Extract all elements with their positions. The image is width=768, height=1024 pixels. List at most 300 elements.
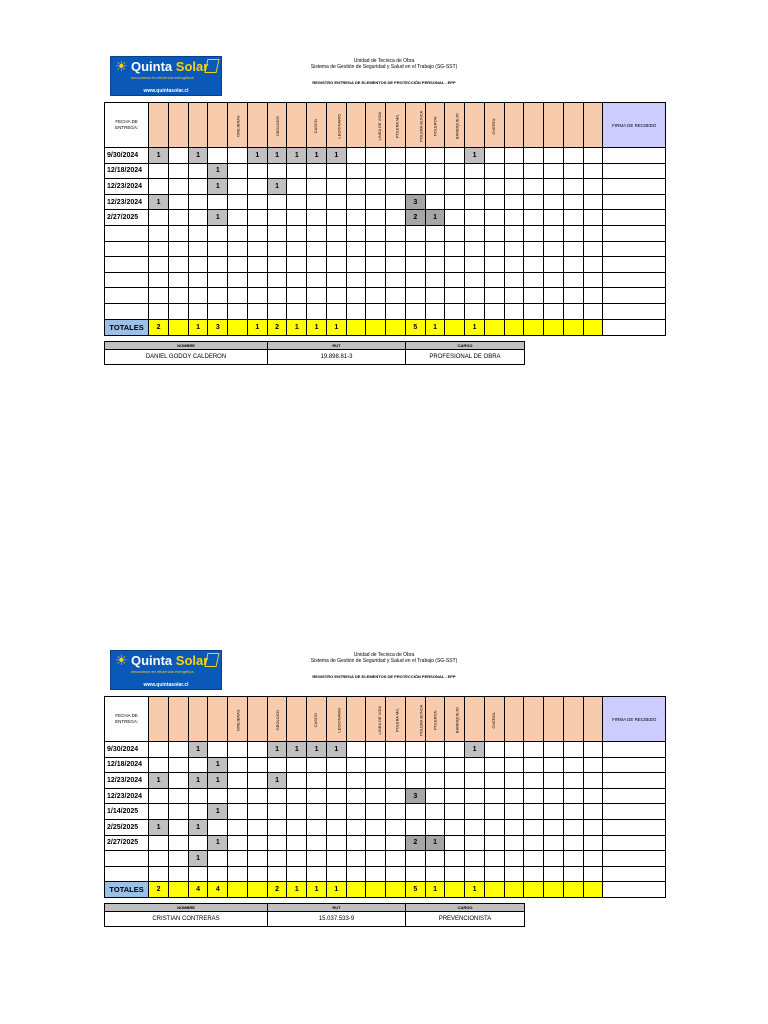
row-date: 12/18/2024 (105, 757, 149, 773)
header-item (267, 697, 287, 742)
row-cell (583, 210, 603, 226)
header-item (326, 697, 346, 742)
row-cell (228, 757, 248, 773)
row-firma (603, 148, 666, 164)
row-cell (366, 194, 386, 210)
logo-url: www.quintasolar.cl (143, 88, 189, 94)
header-item (149, 697, 169, 742)
total-cell (168, 319, 188, 335)
row-cell: 1 (465, 148, 485, 164)
row-cell (366, 257, 386, 273)
header-item (386, 103, 406, 148)
row-cell (228, 241, 248, 257)
row-cell (168, 163, 188, 179)
header-item (425, 103, 445, 148)
row-cell (425, 788, 445, 804)
row-cell (425, 773, 445, 789)
header-item (405, 697, 425, 742)
row-cell (504, 257, 524, 273)
row-cell (149, 241, 169, 257)
row-cell (484, 210, 504, 226)
row-cell: 1 (188, 819, 208, 835)
total-cell (544, 319, 564, 335)
row-cell: 1 (188, 742, 208, 758)
table-row (105, 288, 666, 304)
row-cell (247, 773, 267, 789)
total-cell (544, 882, 564, 898)
header-item (149, 103, 169, 148)
row-cell (524, 757, 544, 773)
row-cell (228, 179, 248, 195)
row-cell (247, 210, 267, 226)
row-cell (188, 788, 208, 804)
table-row (105, 179, 666, 195)
row-cell (583, 804, 603, 820)
row-cell (228, 819, 248, 835)
header-item-label: POLERA M/L (394, 707, 400, 732)
row-cell (346, 742, 366, 758)
row-cell (307, 194, 327, 210)
row-cell: 1 (307, 742, 327, 758)
row-cell (544, 225, 564, 241)
row-cell: 1 (208, 835, 228, 851)
row-cell (287, 819, 307, 835)
row-cell (247, 788, 267, 804)
row-cell (149, 866, 169, 882)
row-cell (445, 288, 465, 304)
row-cell (386, 163, 406, 179)
row-cell (307, 210, 327, 226)
total-cell (524, 319, 544, 335)
row-cell (346, 179, 366, 195)
quinta-solar-logo (110, 650, 222, 690)
signature-table (104, 903, 525, 927)
total-cell (583, 319, 603, 335)
row-cell (149, 804, 169, 820)
header-item (405, 103, 425, 148)
row-cell (504, 148, 524, 164)
total-cell: 2 (149, 882, 169, 898)
row-cell (484, 179, 504, 195)
nombre-label: NOMBRE (105, 341, 268, 349)
row-cell (228, 163, 248, 179)
row-cell (386, 835, 406, 851)
row-cell (326, 225, 346, 241)
row-cell (307, 851, 327, 867)
row-cell (563, 757, 583, 773)
row-cell (346, 194, 366, 210)
cargo-label: CARGO (406, 341, 525, 349)
row-cell: 1 (208, 163, 228, 179)
row-cell: 1 (267, 742, 287, 758)
row-cell (465, 851, 485, 867)
row-cell (247, 272, 267, 288)
header-item (366, 697, 386, 742)
header-item (386, 697, 406, 742)
row-cell (425, 163, 445, 179)
total-cell (563, 319, 583, 335)
title-sistema: Sistema de Gestión de Seguridad y Salud en el Trabajo (SG-SST) (310, 658, 458, 664)
row-cell (228, 866, 248, 882)
row-cell (563, 866, 583, 882)
row-cell (563, 257, 583, 273)
row-cell (208, 851, 228, 867)
row-cell (267, 819, 287, 835)
row-cell (267, 210, 287, 226)
title-unidad: Unidad de Tecnica de Obra (353, 652, 415, 658)
header-item-label: OVEROL (491, 711, 497, 729)
row-firma (603, 303, 666, 319)
totals-label: TOTALES (105, 319, 149, 335)
total-cell: 4 (208, 882, 228, 898)
row-cell: 1 (267, 148, 287, 164)
header-item-label: POLERA BUNCA (418, 704, 424, 736)
row-cell (465, 288, 485, 304)
row-cell (366, 179, 386, 195)
row-cell (386, 148, 406, 164)
row-cell (405, 257, 425, 273)
row-cell (405, 851, 425, 867)
row-cell (386, 804, 406, 820)
row-cell (563, 804, 583, 820)
row-cell (287, 179, 307, 195)
row-cell (583, 194, 603, 210)
row-cell (563, 272, 583, 288)
row-cell (366, 210, 386, 226)
row-cell (465, 804, 485, 820)
row-cell (168, 804, 188, 820)
row-cell (307, 257, 327, 273)
totals-row (105, 882, 666, 898)
row-date: 12/18/2024 (105, 163, 149, 179)
total-cell (563, 882, 583, 898)
header-item-label: CASCO (313, 712, 319, 727)
row-cell (524, 773, 544, 789)
row-cell (484, 757, 504, 773)
row-date: 9/30/2024 (105, 148, 149, 164)
row-cell (149, 163, 169, 179)
row-cell (346, 148, 366, 164)
row-firma (603, 742, 666, 758)
table-row (105, 773, 666, 789)
table-row (105, 148, 666, 164)
row-firma (603, 819, 666, 835)
row-firma (603, 788, 666, 804)
row-cell (168, 210, 188, 226)
total-cell (386, 882, 406, 898)
row-cell (366, 742, 386, 758)
row-cell (544, 819, 564, 835)
row-cell (386, 257, 406, 273)
row-cell (326, 303, 346, 319)
header-item (445, 697, 465, 742)
header-item-label: BARBIQUEJO (455, 112, 461, 139)
total-cell: 2 (149, 319, 169, 335)
row-cell (484, 272, 504, 288)
row-cell (405, 819, 425, 835)
row-cell (504, 179, 524, 195)
row-cell (524, 225, 544, 241)
row-cell (544, 773, 564, 789)
row-cell (445, 210, 465, 226)
row-cell (346, 163, 366, 179)
row-cell (425, 804, 445, 820)
row-cell (287, 757, 307, 773)
row-cell (386, 210, 406, 226)
row-cell (544, 742, 564, 758)
header-item (504, 697, 524, 742)
total-cell (228, 319, 248, 335)
row-cell (307, 804, 327, 820)
row-cell (267, 257, 287, 273)
total-cell: 1 (425, 319, 445, 335)
row-cell (445, 257, 465, 273)
total-cell (386, 319, 406, 335)
row-cell: 1 (425, 210, 445, 226)
total-cell: 1 (307, 882, 327, 898)
row-firma (603, 179, 666, 195)
row-cell (524, 819, 544, 835)
row-cell (465, 773, 485, 789)
table-row (105, 851, 666, 867)
total-cell: 1 (465, 882, 485, 898)
row-cell (366, 757, 386, 773)
row-cell (346, 272, 366, 288)
row-cell (326, 835, 346, 851)
row-cell (307, 288, 327, 304)
row-cell (544, 788, 564, 804)
row-cell (484, 742, 504, 758)
row-cell (504, 835, 524, 851)
row-cell (208, 819, 228, 835)
header-item (208, 103, 228, 148)
total-cell: 5 (405, 882, 425, 898)
total-cell (346, 882, 366, 898)
row-cell: 1 (149, 148, 169, 164)
row-cell (168, 257, 188, 273)
row-cell (366, 288, 386, 304)
row-cell (544, 303, 564, 319)
row-cell (425, 742, 445, 758)
header-item (583, 103, 603, 148)
table-row (105, 757, 666, 773)
row-cell: 2 (405, 835, 425, 851)
row-cell (583, 288, 603, 304)
row-cell (386, 773, 406, 789)
row-firma (603, 257, 666, 273)
row-cell (405, 148, 425, 164)
row-date (105, 303, 149, 319)
row-cell (544, 257, 564, 273)
signature-value-row (105, 912, 525, 927)
row-cell (484, 288, 504, 304)
row-cell (326, 819, 346, 835)
total-cell (445, 882, 465, 898)
row-cell: 1 (188, 148, 208, 164)
row-cell (484, 835, 504, 851)
row-cell (504, 866, 524, 882)
header-item (465, 697, 485, 742)
header-row (105, 697, 666, 742)
total-cell (366, 882, 386, 898)
header-item (563, 697, 583, 742)
document-titles (244, 652, 524, 680)
title-unidad: Unidad de Tecnica de Obra (353, 58, 415, 64)
cargo-value: PROFESIONAL DE OBRA (406, 349, 525, 364)
row-cell (484, 148, 504, 164)
row-cell (287, 163, 307, 179)
row-cell (524, 742, 544, 758)
row-cell (366, 804, 386, 820)
header-item-label: POLERA M/L (394, 113, 400, 138)
header-item-label: POLERA BUNCA (418, 110, 424, 142)
row-cell (366, 148, 386, 164)
total-cell: 1 (326, 319, 346, 335)
total-cell: 1 (326, 882, 346, 898)
row-cell (563, 148, 583, 164)
row-cell (228, 257, 248, 273)
row-cell (326, 757, 346, 773)
row-cell (366, 788, 386, 804)
row-cell (484, 773, 504, 789)
row-firma (603, 835, 666, 851)
row-cell (208, 303, 228, 319)
row-cell (267, 303, 287, 319)
total-cell: 1 (425, 882, 445, 898)
row-date (105, 866, 149, 882)
table-row (105, 303, 666, 319)
row-firma (603, 241, 666, 257)
header-item-label: OVEROL (491, 117, 497, 135)
logo-brand: Quinta Solar (131, 59, 209, 74)
row-cell (188, 303, 208, 319)
table-row (105, 194, 666, 210)
row-cell (366, 303, 386, 319)
row-date: 2/27/2025 (105, 210, 149, 226)
header-item (425, 697, 445, 742)
row-cell (346, 303, 366, 319)
row-cell: 1 (267, 773, 287, 789)
row-cell (563, 742, 583, 758)
row-cell (445, 835, 465, 851)
sun-icon: ☀ (115, 59, 128, 75)
row-cell (287, 804, 307, 820)
row-cell (307, 163, 327, 179)
logo-url: www.quintasolar.cl (143, 682, 189, 688)
row-cell (484, 241, 504, 257)
row-cell (583, 773, 603, 789)
header-item (563, 103, 583, 148)
row-cell (188, 288, 208, 304)
row-cell (386, 851, 406, 867)
row-firma (603, 866, 666, 882)
row-cell (504, 851, 524, 867)
row-cell: 1 (208, 210, 228, 226)
row-cell (524, 210, 544, 226)
row-cell (247, 835, 267, 851)
row-cell (544, 163, 564, 179)
row-cell (346, 288, 366, 304)
total-cell (524, 882, 544, 898)
row-cell (247, 241, 267, 257)
row-cell (228, 288, 248, 304)
row-cell (405, 288, 425, 304)
row-cell (445, 303, 465, 319)
row-cell (524, 288, 544, 304)
row-cell (544, 835, 564, 851)
row-cell (484, 225, 504, 241)
table-row (105, 225, 666, 241)
row-cell (326, 179, 346, 195)
row-cell (149, 210, 169, 226)
row-cell (583, 225, 603, 241)
row-cell (287, 866, 307, 882)
row-cell (168, 194, 188, 210)
row-cell (149, 257, 169, 273)
row-cell (425, 241, 445, 257)
row-cell (247, 804, 267, 820)
header-item-label: OREJERAS (235, 114, 241, 137)
row-cell (168, 272, 188, 288)
row-cell (465, 163, 485, 179)
row-cell (484, 303, 504, 319)
row-cell (307, 272, 327, 288)
table-row (105, 257, 666, 273)
row-cell (287, 194, 307, 210)
row-firma (603, 804, 666, 820)
row-cell (149, 742, 169, 758)
header-item (287, 697, 307, 742)
row-cell (228, 835, 248, 851)
row-cell (188, 257, 208, 273)
row-cell (583, 148, 603, 164)
rut-label: RUT (268, 341, 406, 349)
row-cell (366, 835, 386, 851)
row-cell (524, 788, 544, 804)
row-cell (287, 272, 307, 288)
row-cell (228, 225, 248, 241)
header-item (168, 103, 188, 148)
row-cell: 1 (247, 148, 267, 164)
row-cell (307, 179, 327, 195)
row-cell (326, 272, 346, 288)
row-cell (504, 241, 524, 257)
row-cell (247, 288, 267, 304)
row-cell (563, 179, 583, 195)
row-cell (524, 241, 544, 257)
row-cell: 1 (188, 773, 208, 789)
header-item-label: LEGIONARIO (336, 707, 342, 733)
row-cell (445, 179, 465, 195)
row-cell: 1 (287, 148, 307, 164)
row-cell (149, 288, 169, 304)
row-cell (168, 866, 188, 882)
total-cell (504, 882, 524, 898)
row-cell (346, 835, 366, 851)
header-fecha: FECHA DE ENTREGA: (105, 103, 149, 148)
row-cell (425, 179, 445, 195)
row-cell (386, 757, 406, 773)
row-cell (346, 257, 366, 273)
row-cell (524, 272, 544, 288)
row-cell (583, 272, 603, 288)
row-cell (326, 288, 346, 304)
header-item-label: POLERON (432, 709, 438, 730)
row-cell (267, 851, 287, 867)
row-cell (287, 835, 307, 851)
header-item (524, 103, 544, 148)
total-cell: 2 (267, 319, 287, 335)
